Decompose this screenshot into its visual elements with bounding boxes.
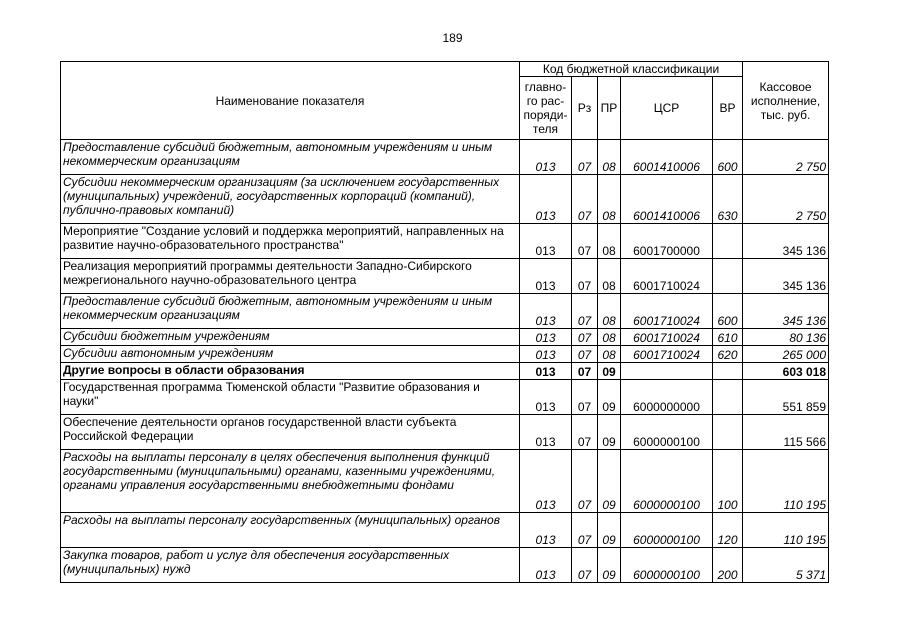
row-csr-cell: 6001710024 xyxy=(621,329,713,346)
table-row xyxy=(61,175,829,224)
row-name-cell: Расходы на выплаты персоналу в целях обеспечения выполнения функций государственными (муниципальными) органами, казенными учреждениями, органами управления государственными внебюджетными фондами xyxy=(61,450,520,513)
row-sum-cell: 345 136 xyxy=(743,259,829,294)
row-main-manager-cell: 013 xyxy=(520,450,572,513)
row-csr-cell: 6000000100 xyxy=(621,450,713,513)
row-rz-cell: 07 xyxy=(572,294,598,329)
table-row xyxy=(61,380,829,415)
row-main-manager-cell: 013 xyxy=(520,363,572,380)
row-sum-cell: 110 195 xyxy=(743,513,829,548)
row-name-cell: Государственная программа Тюменской области "Развитие образования и науки" xyxy=(61,380,520,415)
row-pr-cell: 08 xyxy=(598,224,621,259)
row-csr-cell: 6001410006 xyxy=(621,175,713,224)
header-rz: Рз xyxy=(572,77,598,140)
row-csr-cell: 6001410006 xyxy=(621,140,713,175)
row-vr-cell: 620 xyxy=(713,346,743,363)
header-cash-execution: Кассовое исполнение, тыс. руб. xyxy=(743,62,829,140)
row-sum-cell: 80 136 xyxy=(743,329,829,346)
row-main-manager-cell: 013 xyxy=(520,224,572,259)
row-sum-cell: 265 000 xyxy=(743,346,829,363)
row-vr-cell xyxy=(713,380,743,415)
row-pr-cell: 09 xyxy=(598,548,621,583)
row-pr-cell: 08 xyxy=(598,294,621,329)
row-vr-cell: 630 xyxy=(713,175,743,224)
page-number: 189 xyxy=(442,31,463,45)
row-name-cell: Предоставление субсидий бюджетным, автономным учреждениям и иным некоммерческим организациям xyxy=(61,294,520,329)
row-vr-cell: 200 xyxy=(713,548,743,583)
row-rz-cell: 07 xyxy=(572,513,598,548)
row-pr-cell: 08 xyxy=(598,140,621,175)
row-rz-cell: 07 xyxy=(572,329,598,346)
row-rz-cell: 07 xyxy=(572,450,598,513)
row-name-cell: Обеспечение деятельности органов государственной власти субъекта Российской Федерации xyxy=(61,415,520,450)
row-main-manager-cell: 013 xyxy=(520,175,572,224)
row-sum-cell: 345 136 xyxy=(743,294,829,329)
row-sum-cell: 551 859 xyxy=(743,380,829,415)
table-row xyxy=(61,259,829,294)
row-rz-cell: 07 xyxy=(572,175,598,224)
row-csr-cell: 6000000100 xyxy=(621,548,713,583)
row-main-manager-cell: 013 xyxy=(520,294,572,329)
row-rz-cell: 07 xyxy=(572,415,598,450)
row-csr-cell: 6000000100 xyxy=(621,513,713,548)
row-rz-cell: 07 xyxy=(572,224,598,259)
row-rz-cell: 07 xyxy=(572,259,598,294)
row-sum-cell: 2 750 xyxy=(743,175,829,224)
row-csr-cell xyxy=(621,363,713,380)
row-sum-cell: 345 136 xyxy=(743,224,829,259)
row-name-cell: Реализация мероприятий программы деятельности Западно-Сибирского межрегионального научно-образовательного центра xyxy=(61,259,520,294)
row-sum-cell: 110 195 xyxy=(743,450,829,513)
row-sum-cell: 603 018 xyxy=(743,363,829,380)
row-rz-cell: 07 xyxy=(572,380,598,415)
row-vr-cell: 600 xyxy=(713,294,743,329)
row-vr-cell: 120 xyxy=(713,513,743,548)
row-main-manager-cell: 013 xyxy=(520,380,572,415)
row-vr-cell: 610 xyxy=(713,329,743,346)
budget-table xyxy=(60,61,829,583)
row-csr-cell: 6000000100 xyxy=(621,415,713,450)
row-main-manager-cell: 013 xyxy=(520,513,572,548)
row-csr-cell: 6001710024 xyxy=(621,346,713,363)
row-main-manager-cell: 013 xyxy=(520,140,572,175)
table-row xyxy=(61,294,829,329)
row-name-cell: Субсидии бюджетным учреждениям xyxy=(61,329,520,346)
table-row xyxy=(61,450,829,513)
row-main-manager-cell: 013 xyxy=(520,329,572,346)
row-main-manager-cell: 013 xyxy=(520,346,572,363)
row-csr-cell: 6000000000 xyxy=(621,380,713,415)
row-sum-cell: 2 750 xyxy=(743,140,829,175)
row-name-cell: Другие вопросы в области образования xyxy=(61,363,520,380)
table-row xyxy=(61,363,829,380)
header-name: Наименование показателя xyxy=(61,62,520,140)
row-name-cell: Закупка товаров, работ и услуг для обеспечения государственных (муниципальных) нужд xyxy=(61,548,520,583)
row-pr-cell: 09 xyxy=(598,513,621,548)
row-main-manager-cell: 013 xyxy=(520,415,572,450)
table-row xyxy=(61,513,829,548)
row-csr-cell: 6001710024 xyxy=(621,294,713,329)
header-csr: ЦСР xyxy=(621,77,713,140)
row-sum-cell: 115 566 xyxy=(743,415,829,450)
table-row xyxy=(61,415,829,450)
row-main-manager-cell: 013 xyxy=(520,259,572,294)
row-vr-cell xyxy=(713,224,743,259)
row-rz-cell: 07 xyxy=(572,140,598,175)
table-row xyxy=(61,224,829,259)
row-pr-cell: 08 xyxy=(598,259,621,294)
row-csr-cell: 6001710024 xyxy=(621,259,713,294)
row-vr-cell xyxy=(713,415,743,450)
row-pr-cell: 09 xyxy=(598,363,621,380)
row-vr-cell xyxy=(713,259,743,294)
row-rz-cell: 07 xyxy=(572,346,598,363)
row-vr-cell: 100 xyxy=(713,450,743,513)
row-vr-cell xyxy=(713,363,743,380)
row-name-cell: Мероприятие "Создание условий и поддержка мероприятий, направленных на развитие научно-образовательного пространства" xyxy=(61,224,520,259)
header-pr: ПР xyxy=(598,77,621,140)
row-rz-cell: 07 xyxy=(572,548,598,583)
row-name-cell: Субсидии автономным учреждениям xyxy=(61,346,520,363)
row-pr-cell: 09 xyxy=(598,415,621,450)
header-vr: ВР xyxy=(713,77,743,140)
row-name-cell: Субсидии некоммерческим организациям (за исключением государственных (муниципальных) учреждений, государственных корпораций (компаний), публично-правовых компаний) xyxy=(61,175,520,224)
table-row xyxy=(61,346,829,363)
header-budget-code-group: Код бюджетной классификации xyxy=(520,62,743,77)
row-pr-cell: 08 xyxy=(598,346,621,363)
row-vr-cell: 600 xyxy=(713,140,743,175)
row-name-cell: Расходы на выплаты персоналу государственных (муниципальных) органов xyxy=(61,513,520,548)
table-row xyxy=(61,140,829,175)
header-main-manager: главно-го рас-поряди-теля xyxy=(520,77,572,140)
row-pr-cell: 08 xyxy=(598,329,621,346)
row-pr-cell: 09 xyxy=(598,450,621,513)
row-csr-cell: 6001700000 xyxy=(621,224,713,259)
row-rz-cell: 07 xyxy=(572,363,598,380)
row-pr-cell: 09 xyxy=(598,380,621,415)
row-name-cell: Предоставление субсидий бюджетным, автономным учреждениям и иным некоммерческим организациям xyxy=(61,140,520,175)
row-main-manager-cell: 013 xyxy=(520,548,572,583)
table-row xyxy=(61,329,829,346)
row-sum-cell: 5 371 xyxy=(743,548,829,583)
table-row xyxy=(61,548,829,583)
row-pr-cell: 08 xyxy=(598,175,621,224)
